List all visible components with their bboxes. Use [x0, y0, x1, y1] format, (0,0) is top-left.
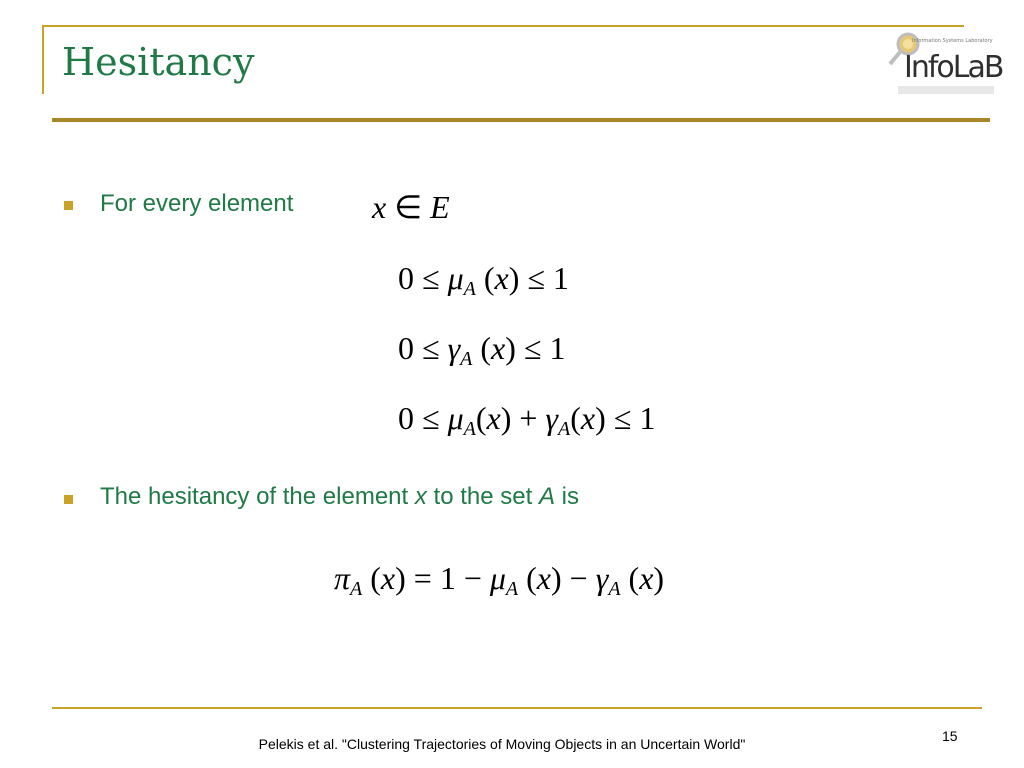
- footer-rule: [52, 707, 982, 709]
- bullet-marker: [64, 201, 73, 210]
- slide-title: Hesitancy: [62, 40, 255, 84]
- equation-non-membership: $0 \le \gamma_A$ (x) ≤ 1: [398, 330, 566, 370]
- bullet-text-2: [100, 483, 579, 511]
- logo-word: InfoLaB: [904, 50, 1003, 85]
- equation-hesitancy: $\pi_A$ $(x) = 1 - \mu_A$ $(x) - \gamma_A$ (x): [334, 560, 665, 600]
- bullet-text-2-part-5: is: [554, 483, 579, 510]
- title-rule: [52, 118, 990, 122]
- equation-membership: $0 \le \mu_A$ (x) ≤ 1: [398, 260, 569, 300]
- bullet-text-2-var-x: x: [414, 483, 427, 510]
- bullet-text-2-part-1: The hesitancy of the element: [100, 483, 415, 510]
- bullet-math-x-in-e: x ∈ E: [372, 189, 450, 225]
- infolab-logo: [888, 28, 1002, 100]
- page-number: 15: [942, 728, 958, 744]
- bullet-marker: [64, 495, 73, 504]
- bullet-text-2-var-a: A: [538, 483, 555, 510]
- bullet-text-1: For every element: [100, 190, 294, 217]
- title-frame-vertical: [42, 26, 44, 94]
- title-frame-horizontal: [42, 25, 964, 27]
- logo-tagline: Information Systems Laboratory: [912, 38, 993, 44]
- equation-sum: $0 \le \mu_A(x) + \gamma_A(x) \le 1$: [398, 400, 656, 440]
- footer-citation: Pelekis et al. "Clustering Trajectories of Moving Objects in an Uncertain World": [258, 736, 746, 752]
- bullet-text-2-part-3: to the set: [426, 483, 539, 510]
